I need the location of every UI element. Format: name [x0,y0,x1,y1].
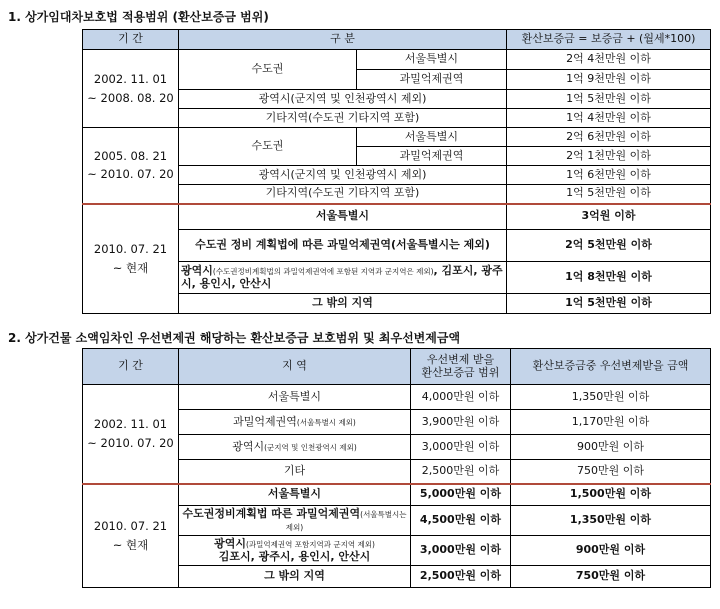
region-label [179,410,411,435]
amount-value: 1,350만원 이하 [511,385,711,410]
region-note: (서울특별시는 제외) [285,509,407,532]
amount-value: 1억 4천만원 이하 [507,109,711,128]
header-range-line2: 환산보증금 범위 [421,365,500,379]
amount-value: 1억 8천만원 이하 [507,262,711,294]
region-label: 서울특별시 [357,128,507,147]
header-amount: 환산보증금 = 보증금 + (월세*100) [507,30,711,50]
period-end: ~ 현재 [112,260,149,275]
region-label [179,506,411,536]
range-value: 5,000만원 이하 [411,484,511,506]
range-value: 3,900만원 이하 [411,410,511,435]
section2-title: 2. 상가건물 소액임차인 우선변제권 해당하는 환산보증금 보호범위 및 최우선변제금액 [8,331,461,345]
header-range-line1: 우선변제 받을 [426,352,495,366]
period-start: 2010. 07. 21 [93,519,168,534]
amount-value: 1,170만원 이하 [511,410,711,435]
amount-value: 2억 6천만원 이하 [507,128,711,147]
region-note: (서울특별시 제외) [296,417,356,427]
range-value: 4,500만원 이하 [411,506,511,536]
period-start: 2002. 11. 01 [93,417,168,432]
region-text: 기타 [283,463,306,477]
period-start: 2010. 07. 21 [93,242,168,257]
period-end: ~ 현재 [112,537,149,552]
table-row [83,50,711,70]
amount-value: 1,500만원 이하 [511,484,711,506]
metro-label-cities: , 김포시, 광주시, 용인시, 안산시 [181,263,503,290]
region-text: 수도권정비계획법 따른 과밀억제권역 [182,506,361,520]
header-range [411,349,511,385]
amount-value: 1억 6천만원 이하 [507,166,711,185]
region-label: 광역시(군지역 및 인천광역시 제외) [179,90,507,109]
period-cell [83,50,179,128]
metro-label-note: (수도권정비계획법의 과밀억제권역에 포함된 지역과 군지역은 제외) [212,266,434,276]
range-value: 2,500만원 이하 [411,460,511,484]
amount-value: 2억 5천만원 이하 [507,230,711,262]
region-label: 그 밖의 지역 [179,294,507,314]
header-period: 기 간 [83,30,179,50]
region-text: 과밀억제권역 [233,414,297,428]
priority-repayment-table [82,348,711,588]
region-text: 그 밖의 지역 [264,569,325,583]
region-label [179,484,411,506]
range-value: 3,000만원 이하 [411,536,511,566]
region-note: (군지역 및 인천광역시 제외) [264,442,357,452]
table-row [83,204,711,230]
region-label: 서울특별시 [357,50,507,70]
region-label [179,385,411,410]
period-start: 2002. 11. 01 [93,72,168,87]
table-row [83,385,711,410]
region-label: 과밀억제권역 [357,147,507,166]
region-label: 광역시(군지역 및 인천광역시 제외) [179,166,507,185]
amount-value: 1억 5천만원 이하 [507,185,711,204]
region-label [179,435,411,460]
amount-value: 1억 5천만원 이하 [507,90,711,109]
region-cities: 김포시, 광주시, 용인시, 안산시 [218,549,371,563]
table-header-row [83,30,711,50]
header-region: 지 역 [179,349,411,385]
period-end: ~ 2010. 07. 20 [87,167,174,182]
capital-region: 수도권 [179,50,357,90]
header-period: 기 간 [83,349,179,385]
region-label: 기타지역(수도권 기타지역 포함) [179,185,507,204]
region-label [179,566,411,588]
region-label: 기타지역(수도권 기타지역 포함) [179,109,507,128]
region-label [179,262,507,294]
amount-value: 750만원 이하 [511,460,711,484]
amount-value: 1,350만원 이하 [511,506,711,536]
period-cell [83,128,179,204]
region-label: 서울특별시 [179,204,507,230]
region-text: 서울특별시 [267,487,322,501]
period-cell [83,204,179,314]
metro-label-main: 광역시 [181,263,213,277]
section1-title: 1. 상가임대차보호법 적용범위 (환산보증금 범위) [8,10,269,24]
amount-value: 900만원 이하 [511,536,711,566]
region-text: 광역시 [214,536,246,550]
table-row [83,128,711,147]
period-cell [83,484,179,588]
region-note: (과밀억제권역 포함지역과 군지역 제외) [245,539,375,549]
header-amount: 환산보증금중 우선변제받을 금액 [511,349,711,385]
applicability-table [82,29,711,314]
region-text: 서울특별시 [267,389,322,403]
range-value: 2,500만원 이하 [411,566,511,588]
amount-value: 2억 1천만원 이하 [507,147,711,166]
region-label [179,460,411,484]
region-label: 과밀억제권역 [357,70,507,90]
amount-value: 1억 5천만원 이하 [507,294,711,314]
table-row [83,484,711,506]
amount-value: 1억 9천만원 이하 [507,70,711,90]
amount-value: 2억 4천만원 이하 [507,50,711,70]
amount-value: 750만원 이하 [511,566,711,588]
region-label: 수도권 정비 계획법에 따른 과밀억제권역(서울특별시는 제외) [179,230,507,262]
period-end: ~ 2010. 07. 20 [87,435,174,450]
capital-region: 수도권 [179,128,357,166]
range-value: 3,000만원 이하 [411,435,511,460]
region-label [179,536,411,566]
amount-value: 900만원 이하 [511,435,711,460]
period-cell [83,385,179,484]
header-category: 구 분 [179,30,507,50]
region-text: 광역시 [232,439,265,453]
period-start: 2005. 08. 21 [93,148,168,163]
amount-value: 3억원 이하 [507,204,711,230]
table-header-row [83,349,711,385]
range-value: 4,000만원 이하 [411,385,511,410]
period-end: ~ 2008. 08. 20 [87,90,174,105]
